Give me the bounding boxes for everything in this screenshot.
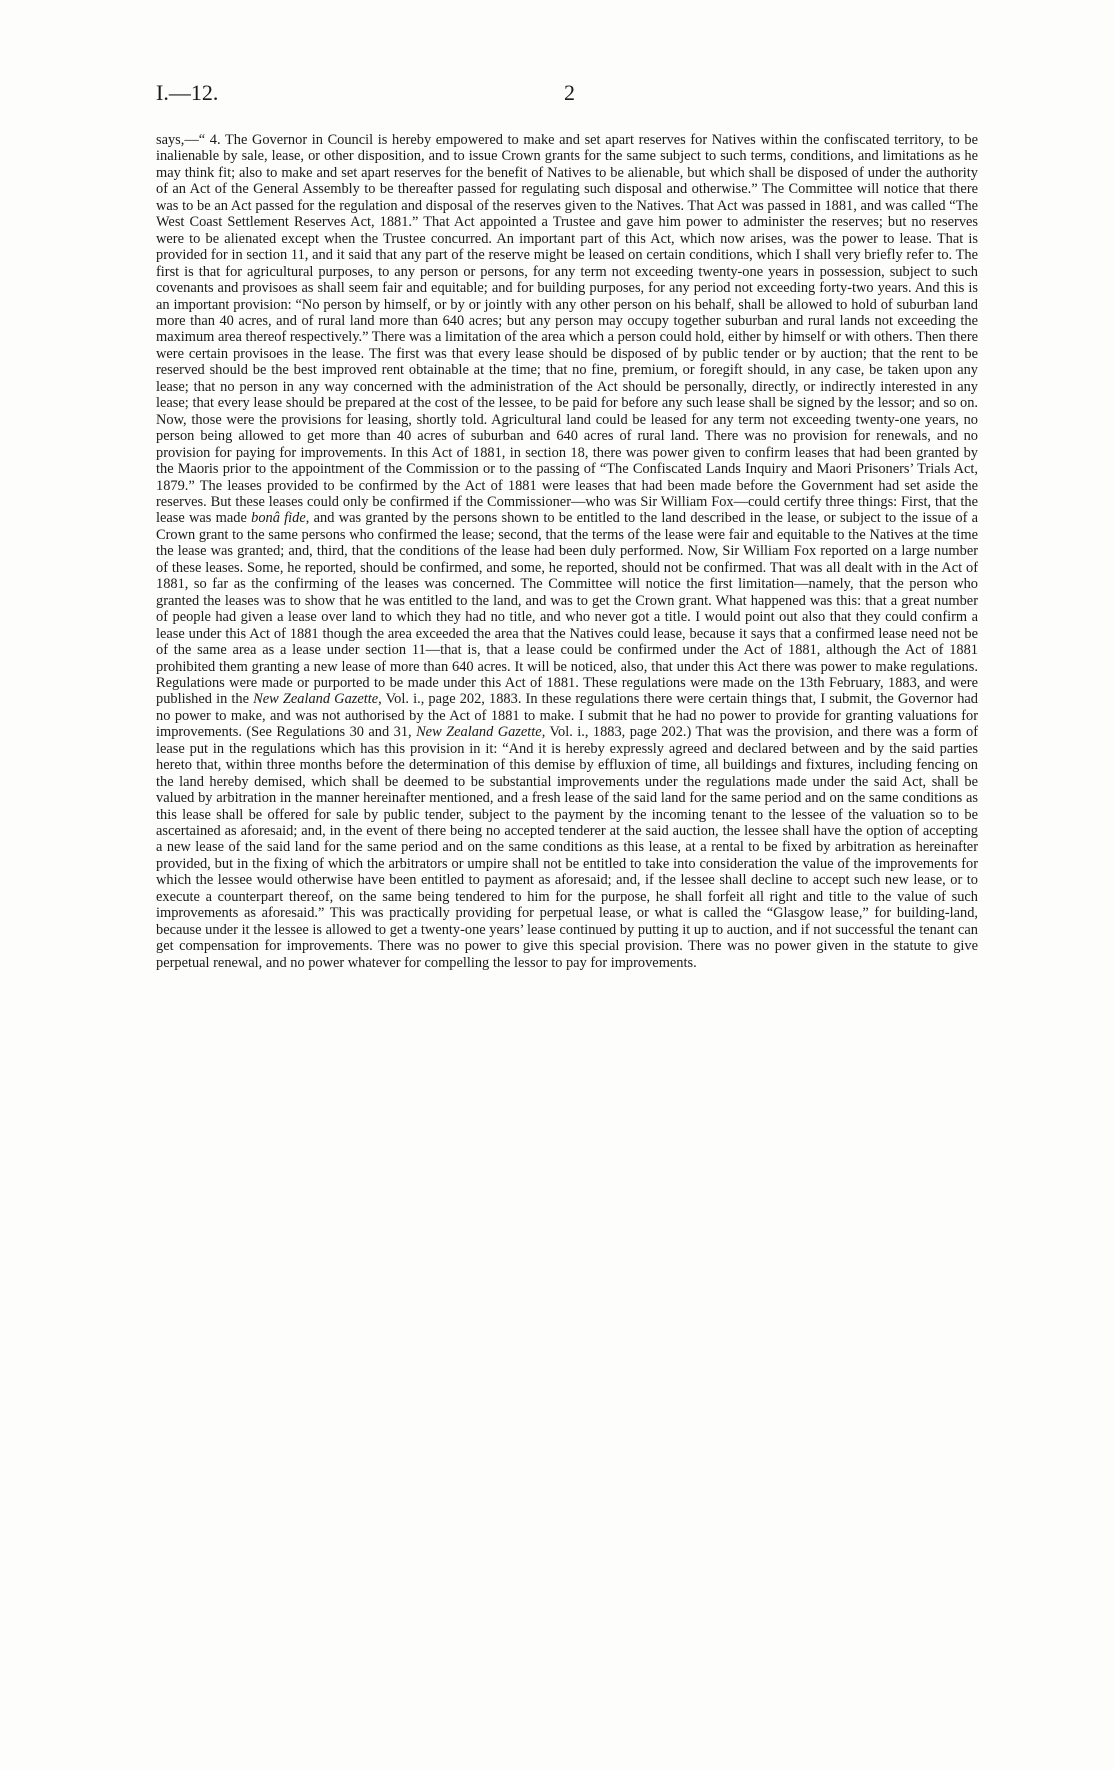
text-run: , Vol. i., page 202, 1883. In these regulations there were certain things that, I submit, the Governor had no power to make, and was not authorised by the Act of 1881 to make. I submit that he had no power to provide for granting valuations for improvements. (See Regulations 30 and 31, bbox=[156, 691, 978, 741]
italic-term: bonâ fide bbox=[251, 510, 306, 527]
italic-publication-title: New Zealand Gazette bbox=[253, 691, 379, 708]
paragraph bbox=[156, 132, 978, 971]
text-run: says,—“ 4. The Governor in Council is hereby empowered to make and set apart reserves for Natives within the confiscated territory, to be inalienable by sale, lease, or other disposition, and to issue Crown grants for the same subject to such terms, conditions, and limitations as he may think fit; also to make and set apart reserves for the benefit of Natives to be alienable, but which shall be disposed of under the authority of an Act of the General Assembly to be thereafter passed for regulating such disposal and otherwise.” The Committee will notice that there was to be an Act passed for the regulation and disposal of the reserves given to the Natives. That Act was passed in 1881, and was called “The West Coast Settlement Reserves Act, 1881.” That Act appointed a Trustee and gave him power to administer the reserves; but no reserves were to be alienated except when the Trustee concurred. An important part of this Act, which now arises, was the power to lease. That is provided for in section 11, and it said that any part of the reserve might be leased on certain conditions, which I shall very briefly refer to. The first is that for agricultural purposes, to any person or persons, for any term not exceeding twenty-one years in possession, subject to such covenants and provisoes as shall seem fair and equitable; and for building purposes, for any period not exceeding forty-two years. And this is an important provision: “No person by himself, or by or jointly with any other person on his behalf, shall be allowed to hold of suburban land more than 40 acres, and of rural land more than 640 acres; but any person may occupy together suburban and rural lands not exceeding the maximum area thereof respectively.” There was a limitation of the area which a person could hold, either by himself or with others. Then there were certain provisoes in the lease. The first was that every lease should be disposed of by public tender or by auction; that the rent to be reserved should be the best improved rent obtainable at the time; that no fine, premium, or foregift should, in any case, be taken upon any lease; that no person in any way concerned with the administration of the Act should be personally, directly, or indirectly interested in any lease; that every lease should be prepared at the cost of the lessee, to be paid for before any such lease shall be signed by the lessor; and so on. Now, those were the provisions for leasing, shortly told. Agricultural land could be leased for any term not exceeding twenty-one years, no person being allowed to get more than 40 acres of suburban and 640 acres of rural land. There was no provision for renewals, and no provision for paying for improvements. In this Act of 1881, in section 18, there was power given to confirm leases that had been granted by the Maoris prior to the appointment of the Commission or to the passing of “The Confiscated Lands Inquiry and Maori Prisoners’ Trials Act, 1879.” The leases provided to be confirmed by the Act of 1881 were leases that had been made before the Government had set aside the reserves. But these leases could only be confirmed if the Commissioner—who was Sir William Fox—could certify three things: First, that the lease was made bbox=[156, 132, 978, 527]
text-run: , and was granted by the persons shown to be entitled to the land described in the lease, or subject to the issue of a Crown grant to the same persons who confirmed the lease; second, that the terms of the lease were fair and equitable to the Natives at the time the lease was granted; and, third, that the conditions of the lease had been duly performed. Now, Sir William Fox reported on a large number of these leases. Some, he reported, should be confirmed, and some, he reported, should not be confirmed. That was all dealt with in the Act of 1881, so far as the confirming of the leases was concerned. The Committee will notice the first limitation—namely, that the person who granted the leases was to show that he was entitled to the land, and was to get the Crown grant. What happened was this: that a great number of people had given a lease over land to which they had no title, and who never got a title. I would point out also that they could confirm a lease under this Act of 1881 though the area exceeded the area that the Natives could lease, because it says that a confirmed lease need not be of the same area as a lease under section 11—that is, that a lease could be confirmed under the Act of 1881, although the Act of 1881 prohibited them granting a new lease of more than 640 acres. It will be noticed, also, that under this Act there was power to make regulations. Regulations were made or purported to be made under this Act of 1881. These regulations were made on the 13th February, 1883, and were published in the bbox=[156, 510, 979, 708]
body-text bbox=[156, 132, 978, 971]
italic-publication-title: New Zealand Gazette bbox=[416, 724, 542, 741]
text-run: , Vol. i., 1883, page 202.) That was the provision, and there was a form of lease put in the regulations which has this provision in it: “And it is hereby expressly agreed and declared between and by the said parties hereto that, within three months before the determination of this demise by effluxion of time, all buildings and fixtures, including fencing on the land hereby demised, which shall be deemed to be substantial improvements under the regulations made under the said Act, shall be valued by arbitration in the manner hereinafter mentioned, and a fresh lease of the said land for the same period and on the same conditions as this lease shall be offered for sale by public tender, subject to the payment by the incoming tenant to the lessee of the valuation so to be ascertained as aforesaid; and, in the event of there being no accepted tenderer at the said auction, the lessee shall have the option of accepting a new lease of the said land for the same period and on the same conditions as this lease, at a rental to be fixed by arbitration as hereinafter provided, but in the fixing of which the arbitrators or umpire shall not be entitled to take into consideration the value of the improvements for which the lessee would otherwise have been entitled to payment as aforesaid; and, if the lessee shall decline to accept such new lease, or to execute a counterpart thereof, on the same being tendered to him for the purpose, he shall forfeit all right and title to the value of such improvements as aforesaid.” This was practically providing for perpetual lease, or what is called the “Glasgow lease,” for building-land, because under it the lessee is allowed to get a twenty-one years’ lease continued by putting it up to auction, and if not successful the tenant can get compensation for improvements. There was no power to give this special provision. There was no power given in the statute to give perpetual renewal, and no power whatever for compelling the lessor to pay for improvements. bbox=[156, 724, 978, 971]
parliamentary-paper-reference: I.—12. bbox=[156, 80, 219, 105]
page-number: 2 bbox=[564, 80, 575, 105]
page-header bbox=[156, 80, 976, 110]
